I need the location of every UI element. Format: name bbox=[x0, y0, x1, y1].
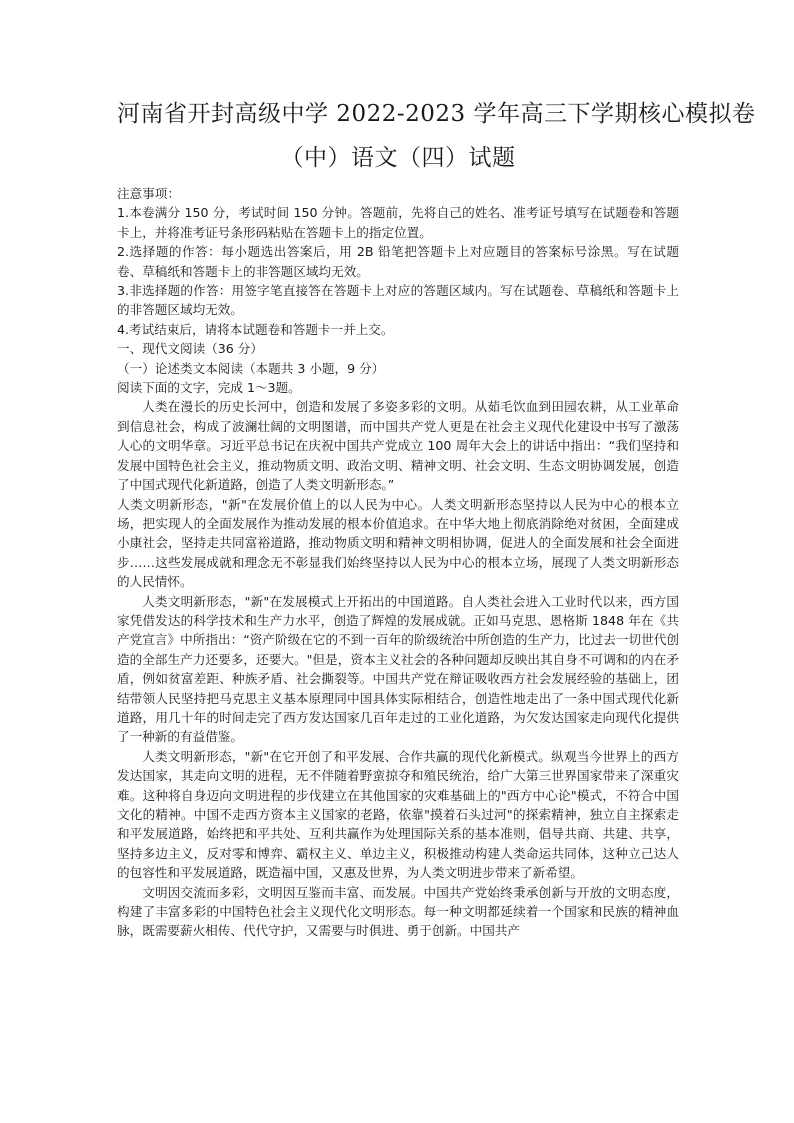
notice-item-1: 1.本卷满分 150 分，考试时间 150 分钟。答题前，先将自己的姓名、准考证号填写在试题卷和答题卡上，并将准考证号条形码粘贴在答题卡上的指定位置。 bbox=[117, 205, 679, 240]
article-paragraph-1: 人类在漫长的历史长河中，创造和发展了多姿多彩的文明。从茹毛饮血到田园农耕，从工业革命到信息社会，构成了波澜壮阔的文明图谱，而中国共产党人更是在社会主义现代化建设中书写了激荡人心的文明华章。习近平总书记在庆祝中国共产党成立 100 周年大会上的讲话中指出：“我们坚持和发展中国特色社会主义，推动物质文明、政治文明、精神文明、社会文明、生态文明协调发展，创造了中国式现代化新道路，创造了人类文明新形态。” bbox=[117, 399, 679, 493]
exam-page bbox=[117, 98, 756, 941]
article-paragraph-4: 人类文明新形态，"新"在它开创了和平发展、合作共赢的现代化新模式。纵观当今世界上的西方发达国家，其走向文明的进程，无不伴随着野蛮掠夺和殖民统治，给广大第三世界国家带来了深重灾难。这种将自身迈向文明进程的步伐建立在其他国家的灾难基础上的"西方中心论"模式，不符合中国文化的精神。中国不走西方资本主义国家的老路，依靠"摸着石头过河"的探索精神，独立自主探索走和平发展道路，始终把和平共处、互利共赢作为处理国际关系的基本准则，倡导共商、共建、共享，坚持多边主义，反对零和博弈、霸权主义、单边主义，积极推动构建人类命运共同体，这种立己达人的包容性和平发展道路，既造福中国，又惠及世界，为人类文明进步带来了新希望。 bbox=[117, 748, 679, 881]
page-title-line1: 河南省开封高级中学 2022-2023 学年高三下学期核心模拟卷 bbox=[117, 101, 756, 127]
notice-item-2: 2.选择题的作答：每小题选出答案后，用 2B 铅笔把答题卡上对应题目的答案标号涂黑。写在试题卷、草稿纸和答题卡上的非答题区域均无效。 bbox=[117, 244, 679, 279]
notice-heading: 注意事项： bbox=[117, 186, 180, 201]
section-subheading: （一）论述类文本阅读（本题共 3 小题，9 分） bbox=[117, 360, 385, 376]
article-paragraph-5: 文明因交流而多彩，文明因互鉴而丰富、而发展。中国共产党始终秉承创新与开放的文明态度，构建了丰富多彩的中国特色社会主义现代化文明形态。每一种文明都延续着一个国家和民族的精神血脉，既需要薪火相传、代代守护，又需要与时俱进、勇于创新。中国共产 bbox=[117, 884, 679, 939]
reading-instruction: 阅读下面的文字，完成 1～3题。 bbox=[117, 380, 301, 396]
notice-item-4: 4.考试结束后，请将本试题卷和答题卡一并上交。 bbox=[117, 321, 394, 337]
section-heading: 一、现代文阅读（36 分） bbox=[117, 341, 263, 357]
page-title-line2: （中）语文（四）试题 bbox=[280, 145, 516, 171]
article-paragraph-2: 人类文明新形态，"新"在发展价值上的以人民为中心。人类文明新形态坚持以人民为中心的根本立场，把实现人的全面发展作为推动发展的根本价值追求。在中华大地上彻底消除绝对贫困，全面建成小康社会，坚持走共同富裕道路，推动物质文明和精神文明相协调，促进人的全面发展和社会全面进步……这些发展成就和理念无不彰显我们始终坚持以人民为中心的根本立场，展现了人类文明新形态的人民情怀。 bbox=[117, 496, 679, 590]
page-content bbox=[117, 184, 679, 941]
notice-item-3: 3.非选择题的作答：用签字笔直接答在答题卡上对应的答题区域内。写在试题卷、草稿纸和答题卡上的非答题区域均无效。 bbox=[117, 283, 679, 318]
article-paragraph-3: 人类文明新形态，"新"在发展模式上开拓出的中国道路。自人类社会进入工业时代以来，西方国家凭借发达的科学技术和生产力水平，创造了辉煌的发展成就。正如马克思、恩格斯 1848 年在《共产党宣言》中所指出：“资产阶级在它的不到一百年的阶级统治中所创造的生产力，比过去一切世代创造的全部生产力还要多，还要大。"但是，资本主义社会的各种问题却反映出其自身不可调和的内在矛盾，例如贫富差距、种族矛盾、社会撕裂等。中国共产党在辩证吸收西方社会发展经验的基础上，团结带领人民坚持把马克思主义基本原理同中国具体实际相结合，创造性地走出了一条中国式现代化新道路，用几十年的时间走完了西方发达国家几百年走过的工业化道路，为欠发达国家走向现代化提供了一种新的有益借鉴。 bbox=[117, 593, 679, 745]
